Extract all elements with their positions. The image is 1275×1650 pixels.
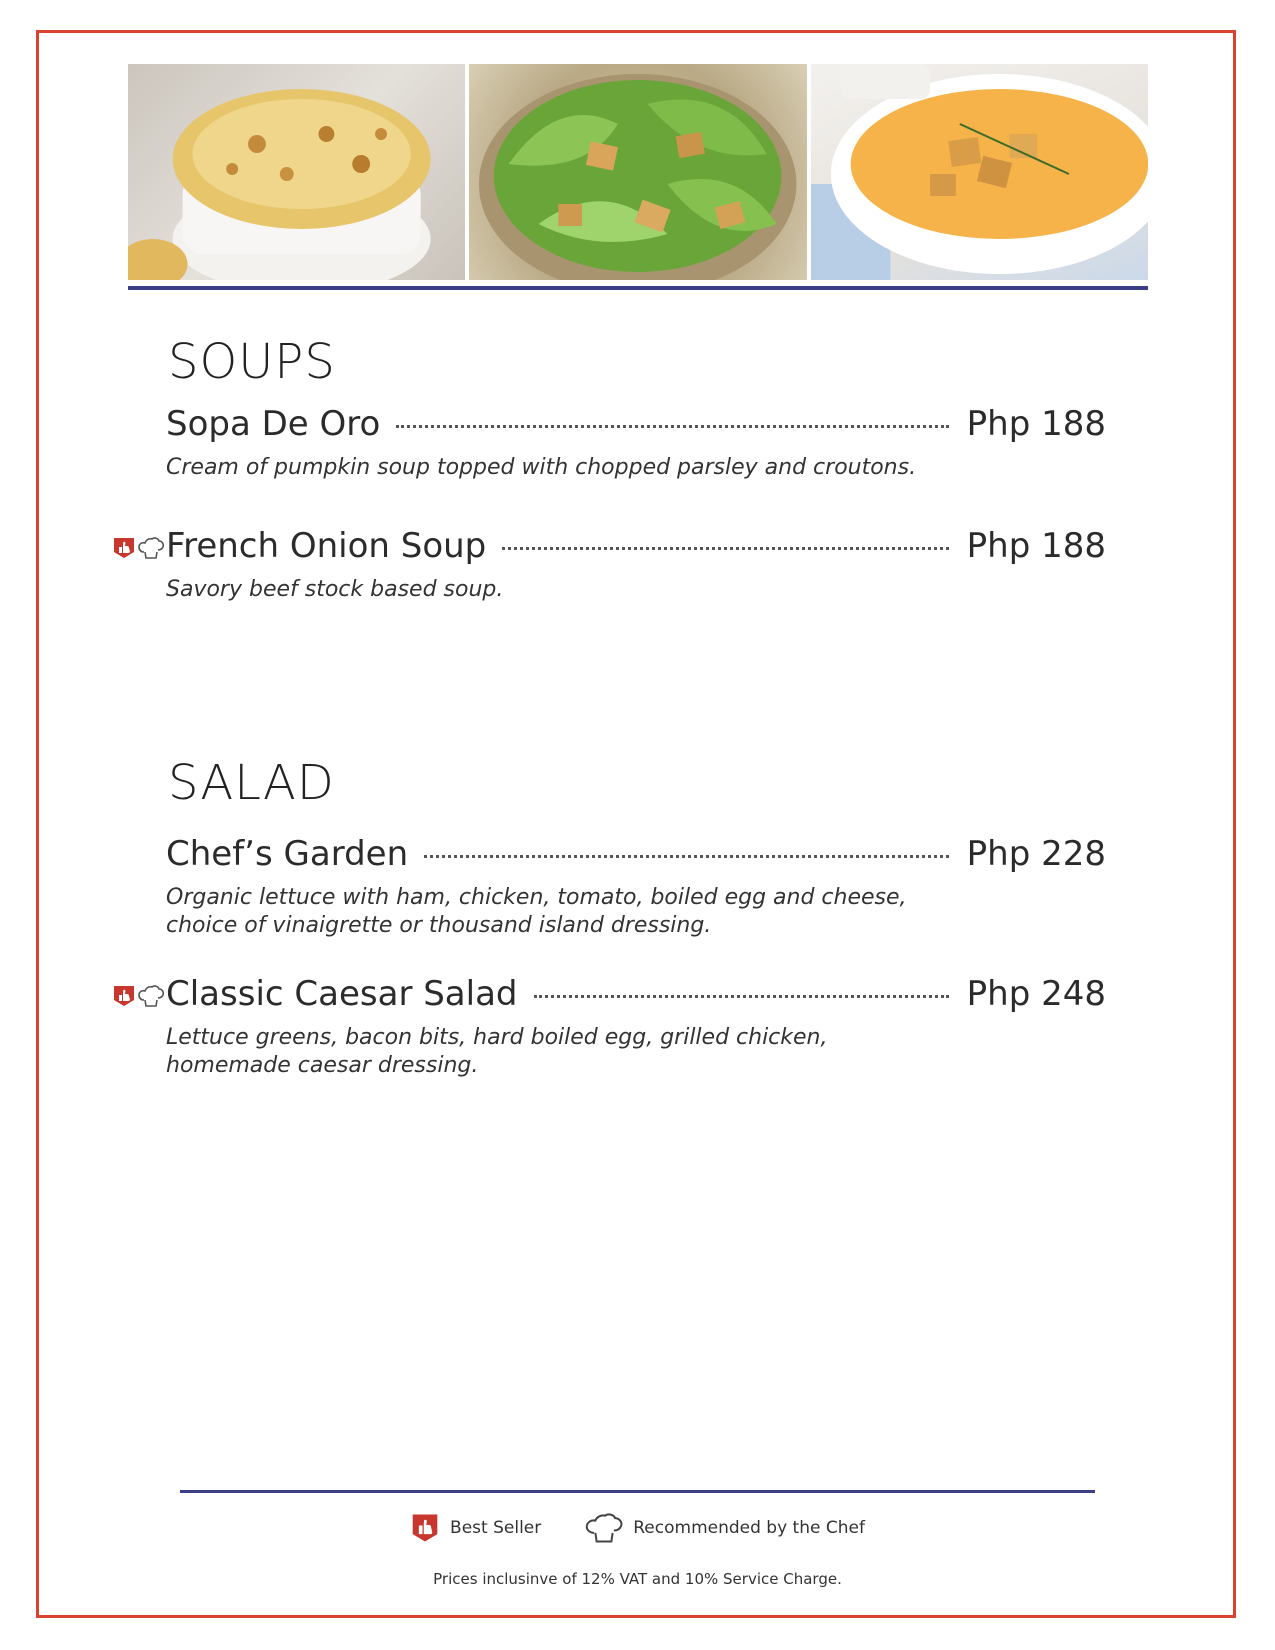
menu-item-sopa-de-oro: [166, 404, 1106, 482]
header-divider: [128, 286, 1148, 290]
dot-leader: [502, 547, 948, 550]
legend-best-seller: [410, 1512, 541, 1544]
menu-item-chefs-garden: [166, 834, 1106, 940]
item-badges: [112, 984, 164, 1008]
icon-legend: [0, 1512, 1275, 1544]
item-description: Savory beef stock based soup.: [166, 577, 504, 602]
item-description: Cream of pumpkin soup topped with chopped parsley and croutons.: [166, 455, 917, 480]
section-title-soups: SOUPS: [168, 334, 336, 390]
chef-hat-icon: [138, 536, 164, 560]
item-description: Organic lettuce with ham, chicken, tomato, boiled egg and cheese, choice of vinaigrette or thousand island dressing.: [166, 885, 907, 938]
item-price: Php 188: [966, 404, 1106, 444]
chef-hat-icon: [585, 1512, 623, 1544]
price-footnote: Prices inclusinve of 12% VAT and 10% Service Charge.: [433, 1570, 842, 1588]
photo-onion-soup-gratin: [128, 64, 465, 280]
legend-chef: [585, 1512, 865, 1544]
item-price: Php 248: [966, 974, 1106, 1014]
item-description: Lettuce greens, bacon bits, hard boiled egg, grilled chicken, homemade caesar dressing.: [166, 1025, 828, 1078]
item-name: French Onion Soup: [166, 526, 487, 566]
legend-label: Recommended by the Chef: [633, 1518, 865, 1538]
item-name: Chef’s Garden: [166, 834, 409, 874]
menu-item-classic-caesar-salad: [166, 974, 1106, 1080]
item-price: Php 228: [966, 834, 1106, 874]
dot-leader: [534, 995, 949, 998]
header-photo-strip: [128, 64, 1148, 280]
best-seller-badge-icon: [112, 536, 136, 560]
item-badges: [112, 536, 164, 560]
footer-divider: [180, 1490, 1095, 1493]
menu-item-french-onion-soup: [166, 526, 1106, 604]
section-title-salad: SALAD: [168, 755, 335, 811]
item-name: Classic Caesar Salad: [166, 974, 518, 1014]
dot-leader: [396, 425, 948, 428]
item-price: Php 188: [966, 526, 1106, 566]
legend-label: Best Seller: [450, 1518, 542, 1538]
best-seller-badge-icon: [112, 984, 136, 1008]
photo-caesar-salad: [469, 64, 806, 280]
dot-leader: [424, 855, 949, 858]
item-name: Sopa De Oro: [166, 404, 381, 444]
photo-pumpkin-soup: [811, 64, 1148, 280]
best-seller-badge-icon: [410, 1512, 440, 1544]
chef-hat-icon: [138, 984, 164, 1008]
